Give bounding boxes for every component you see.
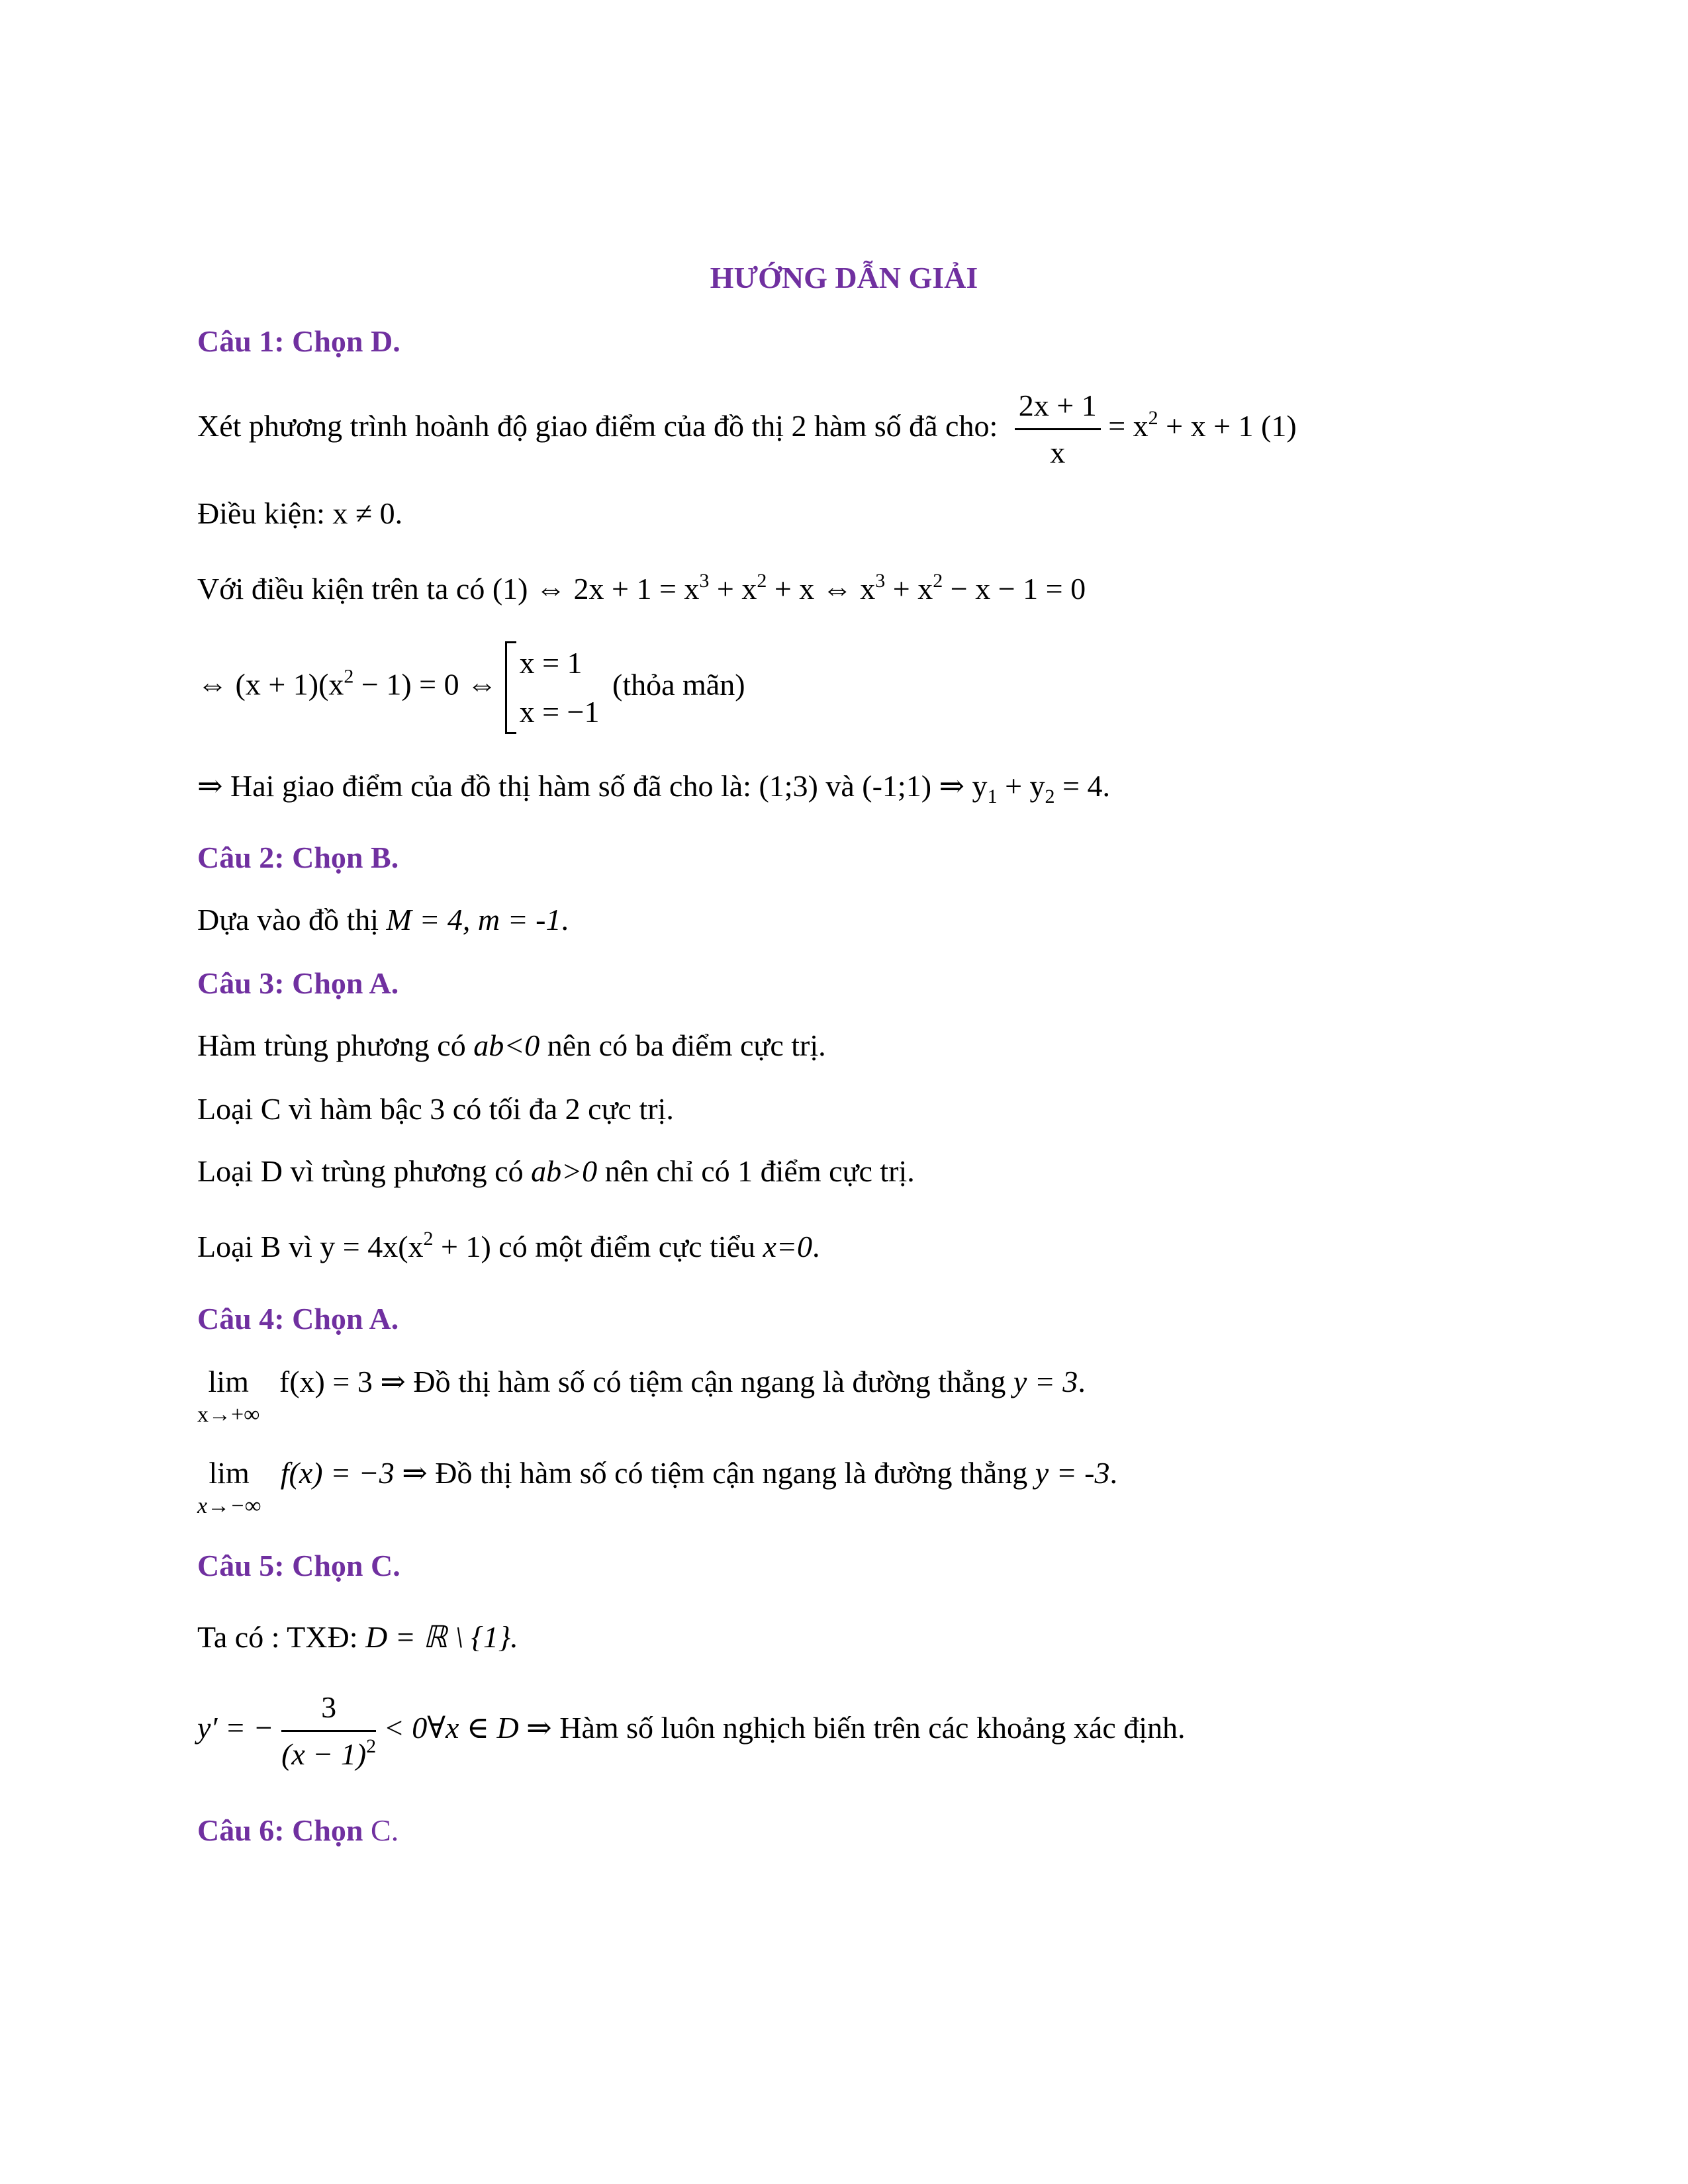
q2-heading: Câu 2: Chọn B.	[197, 841, 399, 874]
q5-fraction: $\frac{3}{(x - 1)^2}$	[281, 1690, 377, 1771]
q6-heading: Câu 6: Chọn C.	[197, 1813, 399, 1847]
q5-domain: Ta có : TXĐ: D = ℝ \ {1}.	[197, 1620, 518, 1654]
q1-conclusion: ⇒ Hai giao điểm của đồ thị hàm số đã cho là: (1;3) và (-1;1) ⇒ $y_1 + y_2 = 4$.	[197, 769, 1110, 807]
page-title: HƯỚNG DẪN GIẢI	[710, 261, 978, 295]
q5-heading: Câu 5: Chọn C.	[197, 1549, 400, 1582]
q1-fraction: $\frac{2x + 1}{x}$	[1015, 387, 1101, 471]
q1-heading: Câu 1: Chọn D.	[197, 324, 400, 358]
q1-line-equation: Xét phương trình hoành độ giao điểm của đồ thị 2 hàm số đã cho: $\frac{2x + 1}{x}$ = $x^2 + x + 1$ (1)	[197, 387, 1297, 471]
q2-line: Dựa vào đồ thị M = 4, m = -1.	[197, 903, 569, 936]
q1-line-text: Xét phương trình hoành độ giao điểm của đồ thị 2 hàm số đã cho:	[197, 409, 998, 443]
q4-limit-plus-infinity: lim x→+∞ f(x) = 3 ⇒ Đồ thị hàm số có tiệm cận ngang là đường thẳng y = 3.	[197, 1365, 1086, 1427]
q3-line-1: Hàm trùng phương có ab<0 nên có ba điểm cực trị.	[197, 1028, 826, 1062]
q5-derivative: y′ = − $\frac{3}{(x - 1)^2}$ < 0∀x ∈ D ⇒ Hàm số luôn nghịch biến trên các khoảng xác định.	[197, 1689, 1186, 1773]
q1-condition: Điều kiện: x ≠ 0.	[197, 496, 403, 530]
q3-heading: Câu 3: Chọn A.	[197, 966, 399, 1000]
q1-transform-line: Với điều kiện trên ta có (1) ⇔ $2x + 1 = x^3 + x^2 + x$ ⇔ $x^3 + x^2 - x - 1 = 0$	[197, 570, 1086, 606]
q3-line-3: Loại D vì trùng phương có ab>0 nên chỉ có 1 điểm cực trị.	[197, 1154, 915, 1188]
q4-lim-2: lim x→−∞	[197, 1456, 261, 1518]
q3-line-2: Loại C vì hàm bậc 3 có tối đa 2 cực trị.	[197, 1092, 674, 1126]
q4-heading: Câu 4: Chọn A.	[197, 1302, 399, 1336]
q4-lim-1: lim x→+∞	[197, 1365, 260, 1427]
q1-factor-line: ⇔ $(x + 1)(x^2 - 1) = 0$ ⇔ x = 1 x = −1 (thỏa mãn)	[197, 639, 745, 737]
q3-line-4: Loại B vì $y = 4x(x^2 + 1)$ có một điểm cực tiểu x=0.	[197, 1228, 820, 1263]
q1-solution-system: x = 1 x = −1	[505, 639, 600, 737]
q4-limit-minus-infinity: lim x→−∞ f(x) = −3 ⇒ Đồ thị hàm số có tiệm cận ngang là đường thẳng y = -3.	[197, 1456, 1117, 1518]
